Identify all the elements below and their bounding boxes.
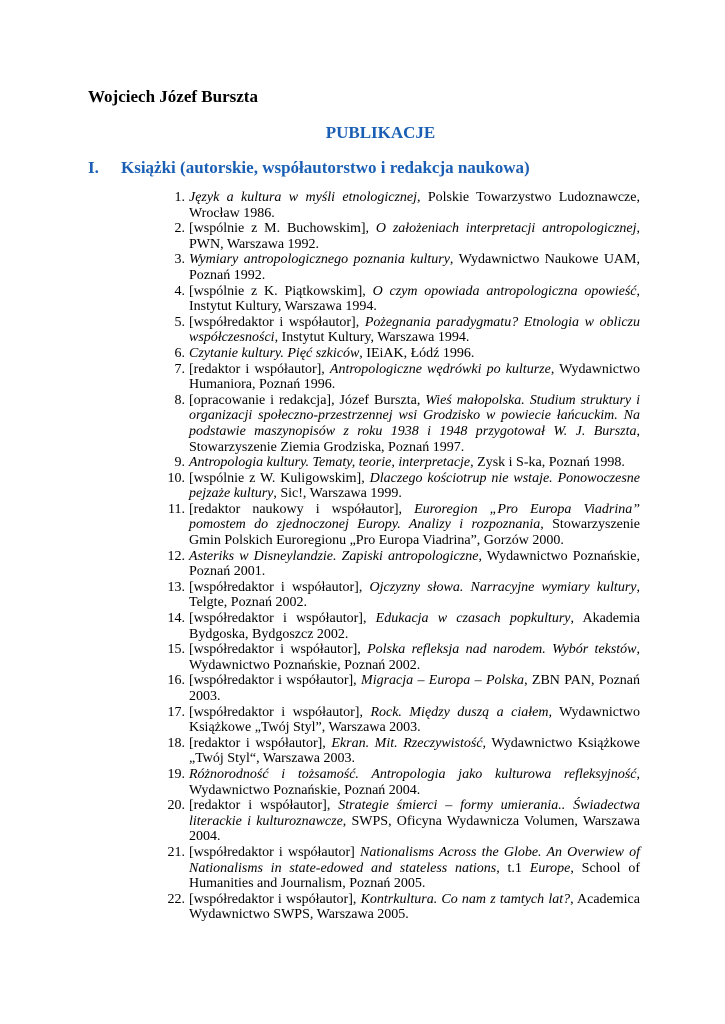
title-segment: Pożegnania paradygmatu? Etnologia w obliczu współczesności [189, 314, 640, 346]
list-item-text [189, 673, 640, 704]
list-item-text [189, 580, 640, 611]
list-item-text [189, 798, 640, 845]
list-item-number: 11. [168, 501, 185, 517]
list-item-text [189, 252, 640, 283]
text-segment: [współredaktor i współautor], [189, 611, 376, 627]
list-item-number: 19. [167, 766, 185, 782]
title-segment: Ojczyzny słowa. Narracyjne wymiary kultury [369, 579, 637, 595]
title-segment: Migracja – Europa – Polska [361, 673, 525, 689]
list-item-text [189, 393, 640, 455]
list-item-text [189, 284, 640, 315]
list-item-number: 9. [174, 455, 185, 471]
text-segment: , Stowarzyszenie Ziemia Grodziska, Poznań 1997. [189, 423, 640, 455]
text-segment: Wydawnictwo Książkowe „Twój Styl“, Warszawa 2003. [189, 735, 640, 767]
text-segment: [współredaktor i współautor], [189, 673, 362, 689]
list-item-number: 13. [167, 579, 185, 595]
list-item [160, 845, 640, 892]
text-segment: , PWN, Warszawa 1992. [189, 221, 640, 252]
text-segment: , ZBN PAN, Poznań 2003. [189, 673, 641, 704]
text-segment: , SWPS, Oficyna Wydawnicza Volumen, Warszawa 2004. [189, 813, 640, 845]
text-segment: [współredaktor i współautor], [189, 642, 368, 658]
text-segment: , Academica Wydawnictwo SWPS, Warszawa 2005. [189, 891, 640, 923]
list-item-number: 18. [167, 735, 185, 751]
list-item [160, 611, 640, 642]
title-segment: Edukacja w czasach popkultury [375, 611, 571, 627]
list-item-number: 15. [167, 642, 185, 658]
list-item-text [189, 471, 640, 502]
list-item-number: 16. [167, 673, 185, 689]
list-item-number: 20. [167, 798, 185, 814]
title-segment: O założeniach interpretacji antropologicznej [375, 221, 637, 237]
list-item-number: 12. [167, 548, 185, 564]
title-segment: Kontrkultura. Co nam z tamtych lat? [360, 891, 571, 907]
list-item-number: 5. [174, 314, 185, 330]
list-item-number: 3. [174, 252, 185, 268]
list-item-number: 17. [167, 704, 185, 720]
text-segment: [wspólnie z K. Piątkowskim], [189, 283, 373, 299]
list-item [160, 705, 640, 736]
text-segment: [redaktor i współautor], [189, 735, 332, 751]
list-item-number: 1. [174, 190, 185, 205]
list-item-number: 22. [167, 891, 185, 907]
list-item [160, 393, 640, 455]
list-item [160, 471, 640, 502]
list-item [160, 549, 640, 580]
text-segment: [współredaktor i współautor], [189, 314, 365, 330]
text-segment: , Wydawnictwo Poznańskie, Poznań 2001. [189, 548, 640, 580]
text-segment: [wspólnie z M. Buchowskim], [189, 221, 376, 237]
list-item-text [189, 705, 640, 736]
text-segment: Polskie Towarzystwo Ludoznawcze, Wrocław 1986. [189, 190, 640, 221]
list-item [160, 221, 640, 252]
title-segment: Nationalisms Across the Globe. An Overwiew of Nationalisms in state-edowed and stateless nations [189, 844, 640, 876]
section-heading [88, 157, 530, 179]
title-segment: Ekran. Mit. Rzeczywistość, [331, 735, 487, 751]
title-segment: Antropologia kultury. Tematy, teorie, interpretacje [189, 455, 471, 471]
list-item-text [189, 736, 640, 767]
text-segment: Wydawnictwo Książkowe „Twój Styl”, Warszawa 2003. [189, 704, 640, 736]
list-item-number: 4. [174, 283, 185, 299]
text-segment: , Wydawnictwo Naukowe UAM, Poznań 1992. [189, 252, 640, 283]
list-item [160, 284, 640, 315]
author-name: Wojciech Józef Burszta [88, 87, 258, 106]
list-item-number: 14. [167, 611, 185, 627]
list-item-text [189, 845, 640, 892]
list-item-number: 6. [174, 345, 185, 361]
text-segment: , Sic!, Warszawa 1999. [273, 486, 402, 502]
text-segment: [współredaktor i współautor], [189, 579, 370, 595]
text-segment: [współredaktor i współautor] [189, 844, 361, 860]
text-segment: , Telgte, Poznań 2002. [189, 579, 640, 611]
title-segment: Wieś małopolska. Studium struktury i organizacji społeczno-przestrzennej wsi Grodzisko w powiecie łańcuckim. Na podstawie maszynopisów z roku 1938 i 1948 przygotował W. J. Burszta [189, 392, 640, 439]
list-item [160, 455, 640, 471]
list-item-number: 2. [174, 221, 185, 237]
list-item-text [189, 642, 640, 673]
page-heading: PUBLIKACJE [325, 123, 436, 142]
list-item [160, 798, 640, 845]
text-segment: [redaktor naukowy i współautor], [189, 501, 415, 517]
title-segment: Europe [529, 860, 571, 876]
title-segment: Wymiary antropologicznego poznania kultury [189, 252, 450, 268]
text-segment: , Instytut Kultury, Warszawa 1994. [189, 283, 640, 315]
text-segment: , Akademia Bydgoska, Bydgoszcz 2002. [189, 611, 640, 642]
list-item [160, 362, 640, 393]
publication-list [160, 190, 640, 923]
text-segment: , School of Humanities and Journalism, Poznań 2005. [189, 860, 640, 892]
text-segment: [współredaktor i współautor], [189, 704, 371, 720]
list-item-text [189, 221, 640, 252]
list-item [160, 767, 640, 798]
title-segment: Polska refleksja nad narodem. Wybór tekstów [367, 642, 637, 658]
list-item-text [189, 315, 640, 346]
title-segment: Antropologiczne wędrówki po kulturze [329, 361, 551, 377]
title-segment: Język a kultura w myśli etnologicznej, [189, 190, 421, 205]
text-segment: [redaktor i współautor], [189, 361, 330, 377]
text-segment: [wspólnie z W. Kuligowskim], [189, 470, 370, 486]
text-segment: [opracowanie i redakcja], Józef Burszta, [189, 392, 426, 408]
text-segment: , Instytut Kultury, Warszawa 1994. [274, 330, 470, 346]
list-item-text [189, 362, 640, 393]
text-segment: , t.1 [496, 860, 530, 876]
list-item [160, 315, 640, 346]
list-item [160, 736, 640, 767]
title-segment: O czym opowiada antropologiczna opowieść [372, 283, 637, 299]
list-item [160, 580, 640, 611]
title-segment: Asteriks w Disneylandzie. Zapiski antropologiczne [189, 548, 479, 564]
list-item-number: 21. [167, 844, 185, 860]
section-title: Książki (autorskie, współautorstwo i redakcja naukowa) [121, 158, 530, 177]
list-item-number: 8. [174, 392, 185, 408]
list-item [160, 892, 640, 923]
list-item-text [189, 611, 640, 642]
text-segment: , Zysk i S-ka, Poznań 1998. [470, 455, 625, 471]
list-item [160, 673, 640, 704]
title-segment: Czytanie kultury. Pięć szkiców [189, 345, 360, 361]
list-item-text [189, 892, 640, 923]
list-item [160, 190, 640, 221]
list-item-text [189, 767, 640, 798]
text-segment: , Wydawnictwo Poznańskie, Poznań 2002. [189, 642, 640, 673]
list-item-number: 10. [167, 470, 185, 486]
title-segment: Euroregion „Pro Europa Viadrina” pomostem do zjednoczonej Europy. Analizy i rozpoznania [189, 501, 640, 533]
text-segment: , Wydawnictwo Poznańskie, Poznań 2004. [189, 766, 640, 798]
list-item-text [189, 455, 640, 471]
text-segment: , Wydawnictwo Humaniora, Poznań 1996. [189, 361, 640, 393]
text-segment: , IEiAK, Łódź 1996. [359, 345, 475, 361]
list-item-text [189, 346, 640, 362]
text-segment: [współredaktor i współautor], [189, 891, 361, 907]
title-segment: Strategie śmierci – formy umierania.. Świadectwa literackie i kulturoznawcze [189, 798, 640, 829]
list-item-text [189, 549, 640, 580]
text-segment: [redaktor i współautor], [189, 798, 339, 814]
title-segment: Rock. Między duszą a ciałem, [370, 704, 552, 720]
list-item [160, 642, 640, 673]
list-item-text [189, 502, 640, 549]
text-segment: , Stowarzyszenie Gmin Polskich Euroregionu „Pro Europa Viadrina”, Gorzów 2000. [189, 517, 641, 549]
list-item [160, 252, 640, 283]
section-number: I. [88, 158, 99, 177]
list-item [160, 502, 640, 549]
title-segment: Dlaczego kościotrup nie wstaje. Ponowoczesne pejzaże kultury [189, 470, 641, 502]
list-item-text [189, 190, 640, 221]
list-item-number: 7. [174, 361, 185, 377]
title-segment: Różnorodność i tożsamość. Antropologia jako kulturowa refleksyjność [189, 766, 637, 782]
list-item [160, 346, 640, 362]
